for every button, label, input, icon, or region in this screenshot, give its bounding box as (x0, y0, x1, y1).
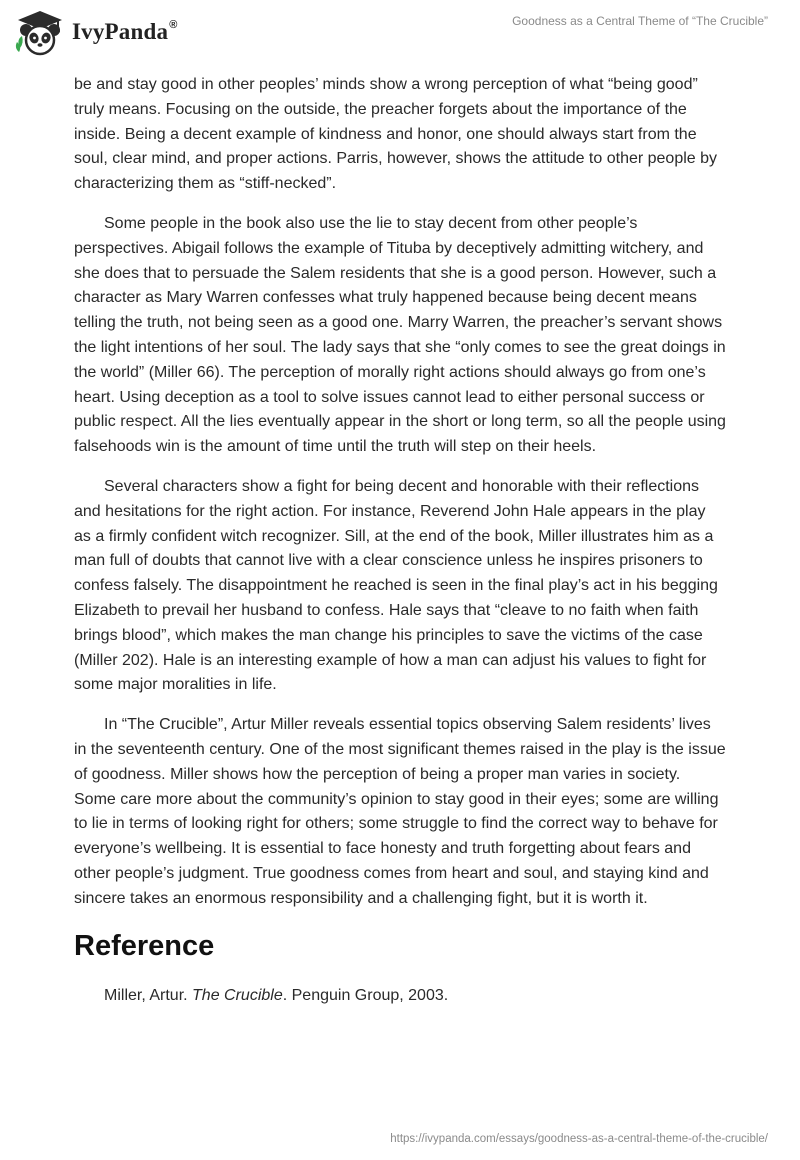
essay-body (74, 70, 726, 1008)
reference-entry (104, 984, 726, 1008)
document-title: Goodness as a Central Theme of “The Crucible” (512, 14, 768, 28)
paragraph: Several characters show a fight for being decent and honorable with their reflections and hesitations for the right action. For instance, Reverend John Hale appears in the play as a firmly confident witch recognizer. Sill, at the end of the book, Miller illustrates him as a man full of doubts that cannot live with a clear conscience unless he inspires prisoners to confess falsely. The disappointment he reached is seen in the final play’s act in his begging Elizabeth to prevail her husband to confess. Hale says that “cleave to no faith when faith brings blood”, which makes the man change his principles to save the victims of the case (Miller 202). Hale is an interesting example of how a man can adjust his values to fight for some major moralities in life. (74, 477, 718, 694)
brand-logo[interactable] (14, 8, 178, 56)
reference-title: The Crucible (192, 986, 283, 1004)
source-url[interactable]: https://ivypanda.com/essays/goodness-as-a-central-theme-of-the-crucible/ (390, 1133, 768, 1145)
brand-name: IvyPanda® (72, 19, 178, 44)
paragraph: In “The Crucible”, Artur Miller reveals essential topics observing Salem residents’ lives in the seventeenth century. One of the most significant themes raised in the play is the issue of goodness. Miller shows how the perception of being a proper man varies in society. Some care more about the community’s opinion to stay good in their eyes; some are willing to lie in terms of looking right for others; some struggle to find the correct way to behave for everyone’s wellbeing. It is essential to face honesty and truth forgetting about fears and other people’s judgment. True goodness comes from heart and soul, and staying kind and sincere takes an enormous responsibility and a challenging fight, but it is worth it. (74, 716, 726, 907)
paragraph: be and stay good in other peoples’ minds show a wrong perception of what “being good” truly means. Focusing on the outside, the preacher forgets about the importance of the inside. Being a decent example of kindness and honor, one should always start from the soul, clear mind, and proper actions. Parris, however, shows the attitude to other people by characterizing them as “stiff-necked”. (74, 76, 718, 193)
reference-author: Miller, Artur. (104, 986, 193, 1004)
panda-graduate-logo-icon (14, 8, 66, 56)
reference-heading: Reference (74, 929, 215, 962)
reference-publisher: . Penguin Group, 2003. (282, 986, 449, 1004)
page-header (0, 0, 800, 70)
paragraph: Some people in the book also use the lie to stay decent from other people’s perspectives. Abigail follows the example of Tituba by deceptively admitting witchery, and she does that to persuade the Salem residents that she is a good person. However, such a character as Mary Warren confesses what truly happened because being decent means telling the truth, not being seen as a good one. Marry Warren, the preacher’s servant shows the light intentions of her soul. The lady says that she “only comes to see the great doings in the world” (Miller 66). The perception of morally right actions should always go from one’s heart. Using deception as a tool to solve issues cannot lead to either personal success or public respect. All the lies eventually appear in the short or long term, so all the people using falsehoods win is the amount of time until the truth will step on their heels. (74, 214, 726, 456)
